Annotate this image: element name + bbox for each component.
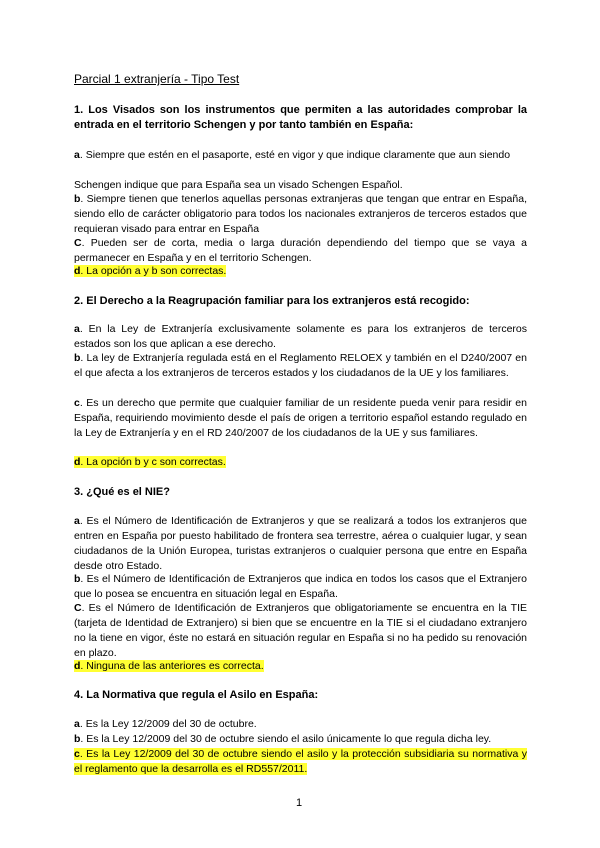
answer-letter: d: [74, 265, 81, 277]
answer-4c-correct: c. Es la Ley 12/2009 del 30 de octubre siendo el asilo y la protección subsidiaria su normativa y el reglamento que la desarrolla es el RD557/2011.: [74, 748, 527, 775]
answer-letter: b: [74, 352, 81, 364]
answer-letter: c: [74, 397, 80, 409]
answer-3b: b. Es el Número de Identificación de Extranjeros que indica en todos los casos que el Extranjero que lo posea se encuentra en situación legal en España.: [74, 573, 527, 600]
answer-letter: a: [74, 718, 80, 730]
question-2: 2. El Derecho a la Reagrupación familiar para los extranjeros está recogido:: [74, 295, 470, 307]
answer-2b: b. La ley de Extranjería regulada está en el Reglamento RELOEX y también en el D240/2007 en el que afecta a los extranjeros de terceros estados y los ciudadanos de la UE y los familiares.: [74, 352, 527, 379]
question-3: 3. ¿Qué es el NIE?: [74, 486, 170, 498]
question-4: 4. La Normativa que regula el Asilo en España:: [74, 689, 319, 701]
answer-letter: d: [74, 660, 81, 672]
answer-letter: d: [74, 456, 81, 468]
answer-letter: C: [74, 237, 82, 249]
answer-letter: a: [74, 149, 80, 161]
answer-letter: b: [74, 733, 81, 745]
answer-2c: c. Es un derecho que permite que cualquier familiar de un residente pueda venir para residir en España, requiriendo movimiento desde el país de origen a territorio español estando regulado en la Ley de Extranjería y en el RD 240/2007 de los ciudadanos de la UE y sus familiares.: [74, 397, 527, 439]
answer-4a: a. Es la Ley 12/2009 del 30 de octubre.: [74, 718, 257, 730]
answer-3d-correct: d. Ninguna de las anteriores es correcta.: [74, 660, 264, 672]
answer-letter: b: [74, 573, 81, 585]
answer-1c: C. Pueden ser de corta, media o larga duración dependiendo del tiempo que se vaya a permanecer en España y en el territorio Schengen.: [74, 237, 527, 264]
page-number: 1: [296, 797, 303, 809]
answer-3c: C. Es el Número de Identificación de Extranjeros que obligatoriamente se encuentra en la TIE (tarjeta de Identidad de Extranjero) si bien que se encuentre en la TIE si el ciudadano extranjero no la tiene en vigor, éste no estará en situación regular en España si no ha pedido su renovación en plazo.: [74, 602, 527, 659]
answer-2a: a. En la Ley de Extranjería exclusivamente solamente es para los extranjeros de terceros estados son los que aplican a ese derecho.: [74, 323, 527, 350]
answer-letter: C: [74, 602, 82, 614]
answer-letter: a: [74, 515, 80, 527]
answer-letter: a: [74, 323, 80, 335]
answer-3a: a. Es el Número de Identificación de Extranjeros y que se realizará a todos los extranjeros que entren en España por puesto habilitado de frontera sea terrestre, aérea o cualquier lugar, y sean ciudadanos de la Unión Europea, turistas extranjeros o cualquier persona que entre en España desde otro Estado.: [74, 515, 527, 572]
answer-1b: b. Siempre tienen que tenerlos aquellas personas extranjeras que tengan que entrar en España, siendo ello de carácter obligatorio para todos los nacionales extranjeros de terceros estados que requieran visado para entrar en España: [74, 193, 527, 235]
answer-letter: c: [74, 748, 80, 760]
answer-2d-correct: d. La opción b y c son correctas.: [74, 456, 226, 468]
answer-1d-correct: d. La opción a y b son correctas.: [74, 265, 227, 277]
answer-letter: b: [74, 193, 81, 205]
document-title: Parcial 1 extranjería - Tipo Test: [74, 72, 240, 86]
answer-1a-cont: Schengen indique que para España sea un visado Schengen Español.: [74, 179, 403, 191]
answer-4b: b. Es la Ley 12/2009 del 30 de octubre siendo el asilo únicamente lo que regula dicha ley.: [74, 733, 492, 745]
answer-1a: a. Siempre que estén en el pasaporte, esté en vigor y que indique claramente que aun siendo: [74, 149, 511, 161]
question-1: 1. Los Visados son los instrumentos que permiten a las autoridades comprobar la entrada en el territorio Schengen y por tanto también en España:: [74, 104, 527, 131]
